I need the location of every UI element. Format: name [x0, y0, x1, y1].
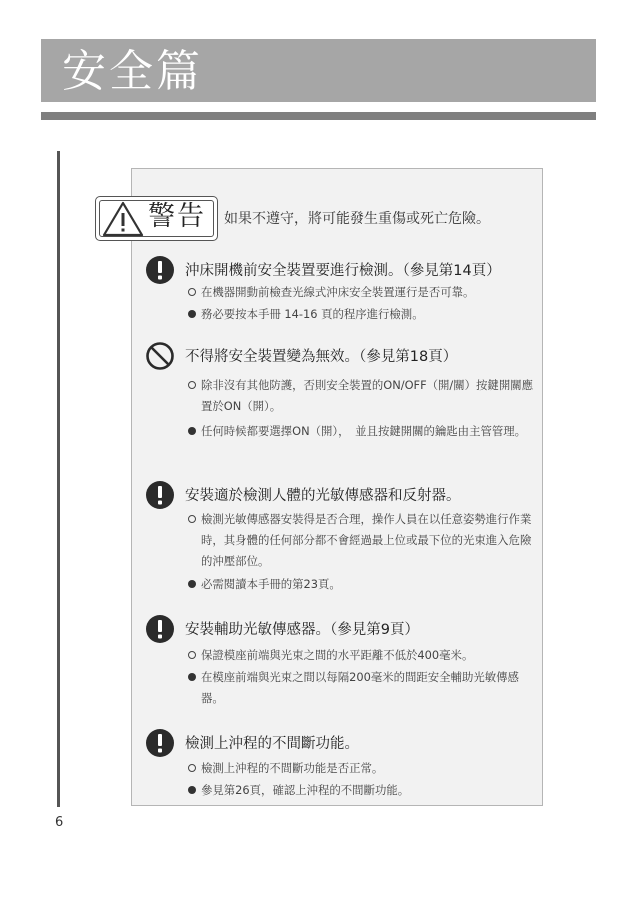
- list-item: 在機器開動前檢查光線式沖床安全裝置運行是否可靠。: [201, 285, 475, 299]
- warning-triangle-icon: [102, 201, 144, 237]
- exclamation-icon: [145, 255, 175, 285]
- page-title: 安全篇: [62, 46, 203, 97]
- warning-label: 警告: [148, 201, 206, 232]
- list-item: 必需閱讀本手冊的第23頁。: [201, 577, 341, 591]
- exclamation-icon: [145, 728, 175, 758]
- section-title-3: 安裝適於檢測人體的光敏傳感器和反射器。: [185, 488, 461, 504]
- warning-text: 如果不遵守，將可能發生重傷或死亡危險。: [224, 211, 490, 227]
- list-item: 任何時候都要選擇ON（開）， 並且按鍵開關的鑰匙由主管管理。: [201, 424, 527, 438]
- list-item: 參見第26頁，確認上沖程的不間斷功能。: [201, 783, 410, 797]
- section-title-1: 沖床開機前安全裝置要進行檢測。（參見第14頁）: [185, 263, 501, 279]
- list-item: 檢測上沖程的不間斷功能是否正常。: [201, 761, 384, 775]
- prohibited-icon: [145, 341, 175, 371]
- exclamation-icon: [145, 480, 175, 510]
- section-title-5: 檢測上沖程的不間斷功能。: [185, 736, 359, 752]
- list-item: 除非沒有其他防護，否則安全裝置的ON/OFF（開/關）按鍵開關應置於ON（開）。: [201, 378, 533, 413]
- list-item: 務必要按本手冊 14-16 頁的程序進行檢測。: [201, 307, 424, 321]
- list-item: 保證模座前端與光束之間的水平距離不低於400毫米。: [201, 648, 474, 662]
- list-item: 在模座前端與光束之間以每隔200毫米的間距安全輔助光敏傳感器。: [201, 670, 519, 705]
- header-divider: [41, 112, 596, 120]
- page-number: 6: [55, 815, 64, 830]
- section-title-2: 不得將安全裝置變為無效。（參見第18頁）: [185, 349, 458, 365]
- list-item: 檢測光敏傳感器安裝得是否合理，操作人員在以任意姿勢進行作業時，其身體的任何部分都不會經過最上位或最下位的光束進入危險的沖壓部位。: [201, 512, 532, 568]
- section-title-4: 安裝輔助光敏傳感器。（參見第9頁）: [185, 622, 419, 638]
- margin-rule: [57, 151, 60, 807]
- exclamation-icon: [145, 614, 175, 644]
